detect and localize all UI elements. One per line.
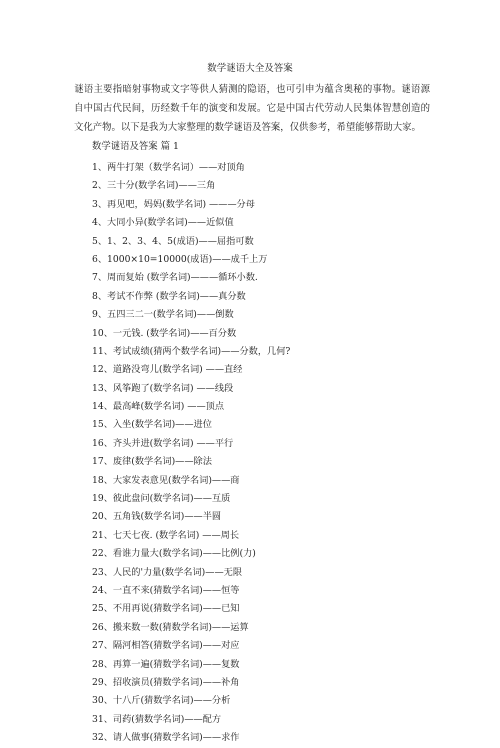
list-item: 23、人民的'力量(数学名词)——无限	[92, 566, 243, 578]
list-item: 30、十八斤(猜数学名词)——分析	[92, 695, 231, 707]
riddle-list	[92, 159, 290, 748]
list-item: 5、1、2、3、4、5(成语)——屈指可数	[92, 235, 254, 247]
list-item: 1、两牛打架（数学名词）——对顶角	[92, 162, 245, 173]
intro-text: 谜语主要指暗射事物或文字等供人猜测的隐语，也可引申为蕴含奥秘的事物。谜语源自中国古代民间，历经数千年的演变和发展。它是中国古代劳动人民集体智慧创造的文化产物。以下是我为大家整理的数学谜语及答案，仅供参考，希望能够帮助大家。	[74, 84, 430, 133]
list-item: 3、再见吧，妈妈(数学名词) ———分母	[92, 198, 255, 210]
list-item: 9、五四三二一(数学名词)——倒数	[92, 309, 234, 321]
list-item: 20、五角钱(数学名词)——半圆	[92, 511, 222, 523]
list-item: 18、大家发表意见(数学名词)——商	[92, 474, 240, 486]
list-item: 24、一直不来(猜数学名词)——恒等	[92, 584, 240, 596]
list-item: 2、三十分(数学名词)——三角	[92, 180, 216, 192]
list-item: 7、周而复始 (数学名词)———循环小数.	[92, 272, 258, 284]
list-item: 14、最高峰(数学名词) ——顶点	[92, 401, 225, 413]
intro-paragraph	[74, 80, 430, 137]
list-item: 17、废律(数学名词)——除法	[92, 456, 212, 468]
list-item: 25、不用再说(猜数学名词)——已知	[92, 603, 240, 615]
list-item: 12、道路没弯儿(数学名词) ——直经	[92, 364, 243, 376]
list-item: 11、考试成绩(猜两个数学名词)——分数，几何?	[92, 345, 291, 357]
list-item: 13、风筝跑了(数学名词) ——线段	[92, 382, 234, 394]
list-item: 29、招收演员(猜数学名词)——补角	[92, 676, 240, 688]
list-item: 21、七天七夜. (数学名词) ——周长	[92, 529, 240, 541]
list-item: 32、请人做事(猜数学名词)——求作	[92, 732, 240, 744]
list-item: 16、齐头并进(数学名词) ——平行	[92, 437, 234, 449]
list-item: 6、1000×10=10000(成语)——成千上万	[92, 253, 268, 265]
list-item: 19、彼此盘问(数学名词)——互质	[92, 493, 231, 505]
document-title: 数学谜语大全及答案	[207, 63, 293, 74]
section-title: 数学谜语及答案 篇 1	[92, 141, 179, 152]
list-item: 22、看谁力量大(数学名词)——比例(力)	[92, 548, 256, 560]
list-item: 26、搬来数一数(猜数学名词)——运算	[92, 621, 249, 633]
list-item: 10、一元钱. (数学名词)——百分数	[92, 327, 237, 339]
list-item: 28、再算一遍(猜数学名词)——复数	[92, 658, 240, 670]
list-item: 8、考试不作弊 (数学名词)——真分数	[92, 290, 246, 302]
list-item: 15、入坐(数学名词)——进位	[92, 419, 212, 431]
list-item: 31、司药(猜数学名词)——配方	[92, 713, 222, 725]
list-item: 27、隔河相答(猜数学名词)——对应	[92, 640, 240, 652]
list-item: 4、大同小异(数学名词)——近似值	[92, 217, 234, 229]
